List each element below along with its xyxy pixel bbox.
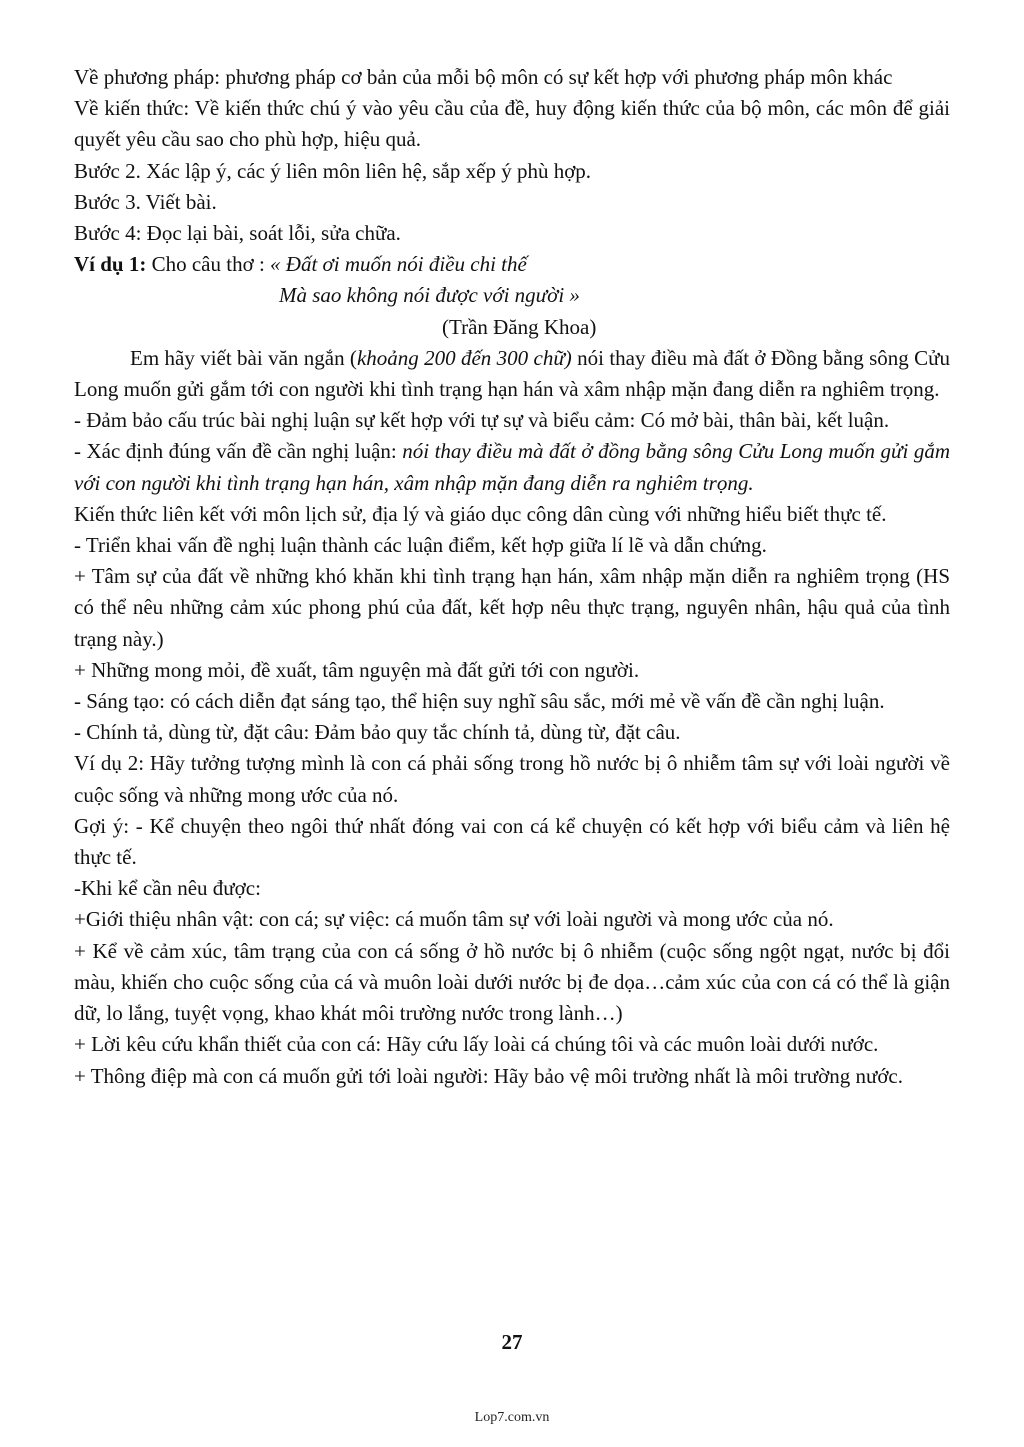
requirement-point-2: + Những mong mỏi, đề xuất, tâm nguyện mà đất gửi tới con người. xyxy=(74,657,640,682)
hint-6: + Thông điệp mà con cá muốn gửi tới loài người: Hãy bảo vệ môi trường nhất là môi trường nước. xyxy=(74,1063,903,1088)
prompt-text-a: Em hãy viết bài văn ngắn ( xyxy=(130,345,357,370)
step-4: Bước 4: Đọc lại bài, soát lỗi, sửa chữa. xyxy=(74,221,401,246)
example-1-prompt xyxy=(74,343,950,405)
knowledge-paragraph: Về kiến thức: Về kiến thức chú ý vào yêu cầu của đề, huy động kiến thức của bộ môn, các môn để giải quyết yêu cầu sao cho phù hợp, hiệu quả. xyxy=(74,96,950,152)
step-2: Bước 2. Xác lập ý, các ý liên môn liên hệ, sắp xếp ý phù hợp. xyxy=(74,158,592,183)
example-2-question: Ví dụ 2: Hãy tưởng tượng mình là con cá phải sống trong hồ nước bị ô nhiễm tâm sự với loài người về cuộc sống và những mong ước của nó. xyxy=(74,751,950,807)
requirement-structure: - Đảm bảo cấu trúc bài nghị luận sự kết hợp với tự sự và biểu cảm: Có mở bài, thân bài, kết luận. xyxy=(74,408,890,433)
issue-text: nói thay điều mà đất ở đồng bằng sông Cửu Long muốn gửi gắm với con người khi tình trạng hạn hán, xâm nhập mặn đang diễn ra nghiêm trọng. xyxy=(74,439,950,495)
example-1-label: Ví dụ 1: xyxy=(74,252,147,277)
footer-site: Lop7.com.vn xyxy=(474,1410,550,1425)
example-1-intro: Cho câu thơ : xyxy=(146,252,271,277)
hint-2: -Khi kể cần nêu được: xyxy=(74,876,261,901)
hint-4: + Kể về cảm xúc, tâm trạng của con cá sống ở hồ nước bị ô nhiễm (cuộc sống ngột ngạt, nước bị đổi màu, khiến cho cuộc sống của cá và muôn loài dưới nước bị đe dọa…cảm xúc của con cá có thể là giận dữ, lo lắng, tuyệt vọng, khao khát môi trường nước trong lành…) xyxy=(74,938,950,1026)
poem-verse-2: Mà sao không nói được với người » xyxy=(279,283,580,308)
requirement-creativity: - Sáng tạo: có cách diễn đạt sáng tạo, thể hiện suy nghĩ sâu sắc, mới mẻ về vấn đề cần nghị luận. xyxy=(74,689,885,714)
prompt-text-b: nói thay điều mà đất ở Đồng bằng sông Cửu Long muốn gửi gắm tới con người khi tình trạng hạn hán và xâm nhập mặn đang diễn ra nghiêm trọng. xyxy=(74,345,951,402)
prompt-length: khoảng 200 đến 300 chữ) xyxy=(356,345,572,370)
poem-author: (Trần Đăng Khoa) xyxy=(442,314,597,339)
hint-1: Gợi ý: - Kể chuyện theo ngôi thứ nhất đóng vai con cá kể chuyện có kết hợp với biểu cảm và liên hệ thực tế. xyxy=(74,813,950,870)
step-3: Bước 3. Viết bài. xyxy=(74,189,217,214)
requirement-point-1: + Tâm sự của đất về những khó khăn khi tình trạng hạn hán, xâm nhập mặn diễn ra nghiêm trọng (HS có thể nêu những cảm xúc phong phú của đất, kết hợp nêu thực trạng, nguyên nhân, hậu quả của tình trạng này.) xyxy=(74,564,950,651)
issue-label: - Xác định đúng vấn đề cần nghị luận: xyxy=(74,439,403,464)
requirement-issue xyxy=(74,436,950,498)
hint-3: +Giới thiệu nhân vật: con cá; sự việc: cá muốn tâm sự với loài người và mong ước của nó. xyxy=(74,907,834,932)
document-body xyxy=(74,62,950,1092)
page-number: 27 xyxy=(501,1330,523,1354)
requirement-knowledge: Kiến thức liên kết với môn lịch sử, địa lý và giáo dục công dân cùng với những hiểu biết thực tế. xyxy=(74,501,887,526)
requirement-development: - Triển khai vấn đề nghị luận thành các luận điểm, kết hợp giữa lí lẽ và dẫn chứng. xyxy=(74,533,767,558)
method-paragraph: Về phương pháp: phương pháp cơ bản của mỗi bộ môn có sự kết hợp với phương pháp môn khác xyxy=(74,65,893,89)
poem-verse-1: « Đất ơi muốn nói điều chi thế xyxy=(270,252,527,277)
hint-5: + Lời kêu cứu khẩn thiết của con cá: Hãy cứu lấy loài cá chúng tôi và các muôn loài dưới nước. xyxy=(74,1032,879,1057)
example-1-heading xyxy=(74,249,950,280)
requirement-spelling: - Chính tả, dùng từ, đặt câu: Đảm bảo quy tắc chính tả, dùng từ, đặt câu. xyxy=(74,720,681,745)
